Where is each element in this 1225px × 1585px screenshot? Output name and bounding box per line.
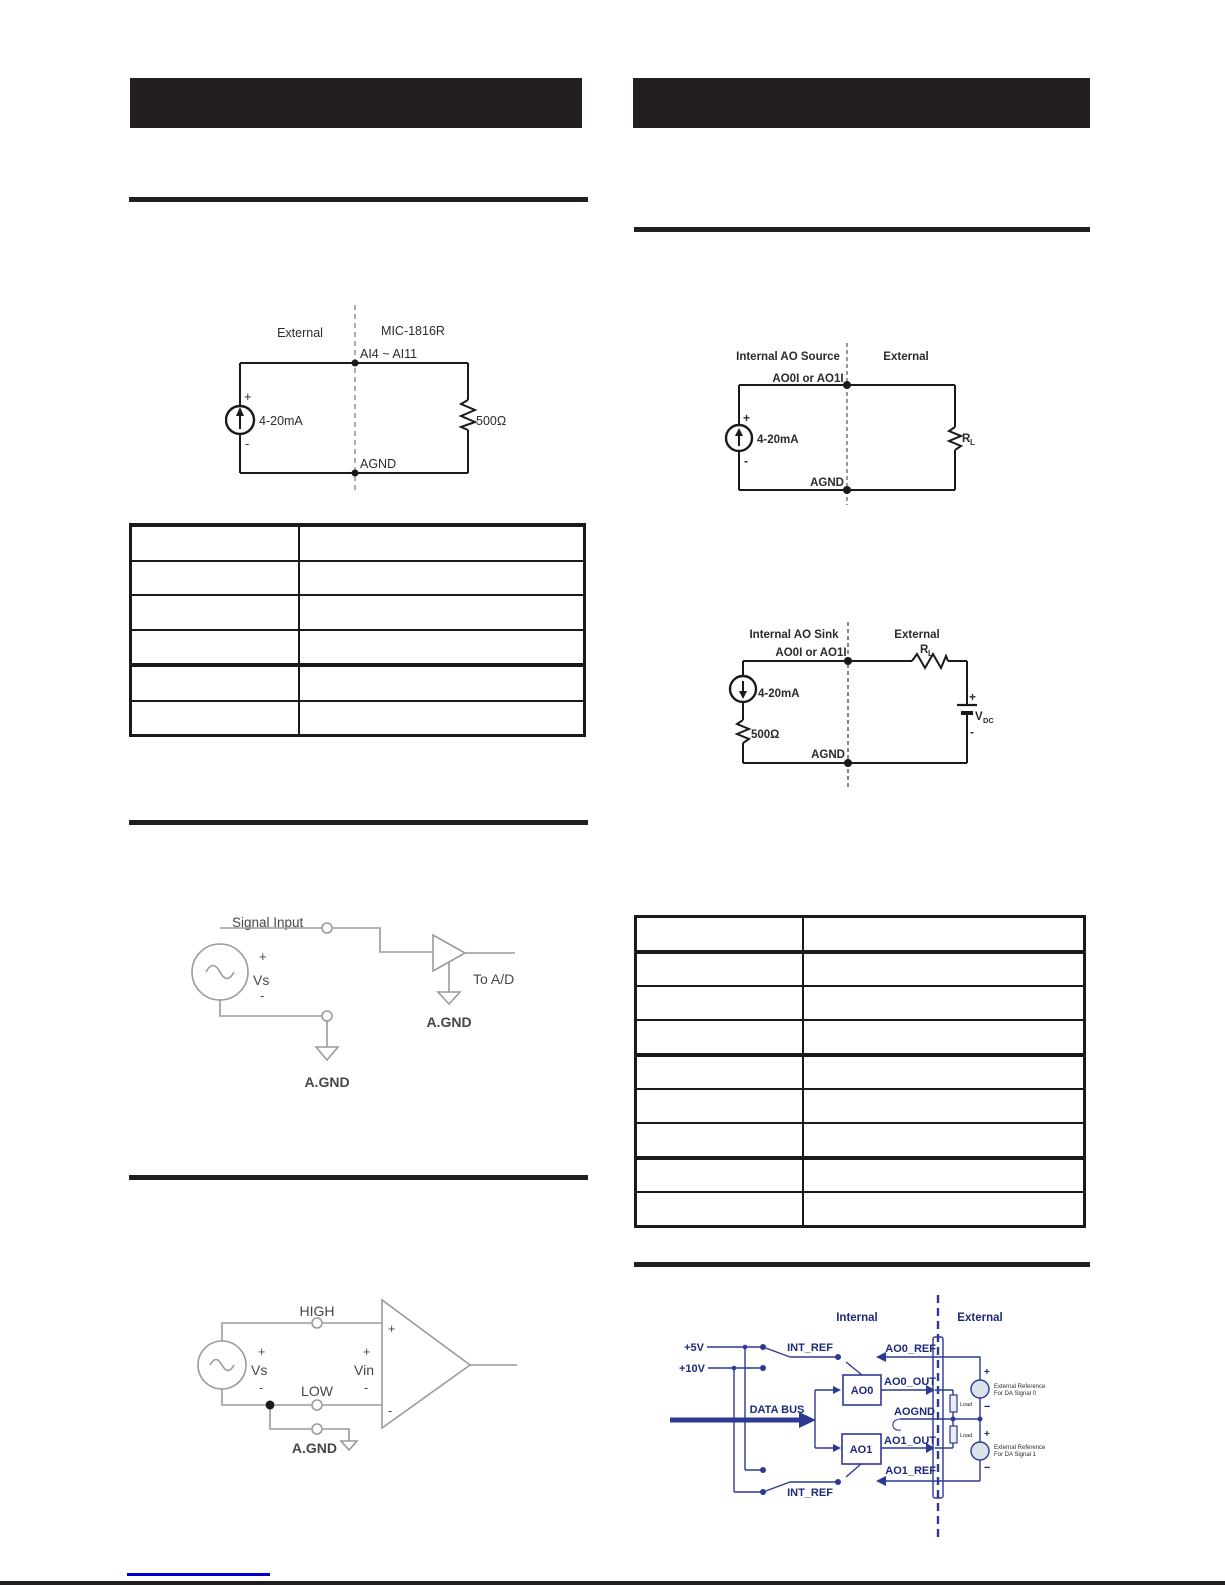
table-row (637, 918, 1083, 954)
region-label-internal: Internal (836, 1312, 878, 1324)
table-row (637, 1160, 1083, 1194)
chapter-header-bar-left (130, 78, 582, 128)
ao1-ref-arrow (876, 1476, 886, 1486)
load-resistor-0 (950, 1395, 957, 1412)
table-row (637, 1090, 1083, 1124)
region-label-internal: Internal AO Source (736, 351, 840, 363)
region-label-external: External (277, 326, 323, 340)
polarity-minus: - (259, 1381, 264, 1395)
junction-dot (743, 1345, 748, 1350)
table-cell (637, 1124, 804, 1156)
amp-minus: - (388, 1404, 393, 1418)
junction-dot (951, 1417, 956, 1422)
table-row (637, 987, 1083, 1021)
table-row (637, 1057, 1083, 1091)
single-ended-input-diagram (170, 890, 530, 1100)
table-cell (132, 527, 300, 560)
contact-dot (760, 1344, 766, 1350)
spec-table-left (129, 523, 586, 737)
table-cell (300, 562, 583, 595)
chapter-header-bar-right (633, 78, 1090, 128)
table-cell (132, 667, 300, 700)
node-dot (844, 657, 852, 665)
table-cell (804, 987, 1083, 1019)
ao-source-loop-diagram (720, 335, 990, 510)
table-cell (300, 702, 583, 735)
ref0-caption-line2: For DA Signal 0 (994, 1391, 1037, 1397)
table-cell (804, 1090, 1083, 1122)
ref0-minus: − (984, 1401, 991, 1413)
table-cell (804, 1160, 1083, 1192)
table-cell (637, 1057, 804, 1089)
arrow-into-ao1 (833, 1444, 841, 1452)
ref1-caption-line1: External Reference (994, 1445, 1046, 1451)
source-value: 4-20mA (259, 414, 303, 428)
region-label-external: External (894, 629, 940, 641)
ref0-caption-line1: External Reference (994, 1384, 1046, 1390)
junction-dot (732, 1366, 737, 1371)
polarity-plus: + (244, 389, 252, 404)
vin-label: Vin (354, 1362, 374, 1378)
node-label-agnd: AGND (360, 457, 397, 471)
battery-label-sub: DC (983, 716, 994, 725)
ref1-minus: − (984, 1462, 991, 1474)
table-cell (637, 1160, 804, 1192)
table-cell (132, 631, 300, 664)
table-cell (804, 954, 1083, 986)
polarity-minus: - (260, 988, 265, 1003)
arrow-into-ao0 (833, 1386, 841, 1394)
table-cell (637, 954, 804, 986)
rail-5v-label: +5V (684, 1342, 704, 1354)
table-cell (300, 667, 583, 700)
resistor-value: 500Ω (476, 414, 507, 428)
load1-label: Load (960, 1433, 973, 1439)
vin-plus: + (363, 1345, 371, 1359)
contact-dot (835, 1354, 841, 1360)
node-dot (843, 486, 851, 494)
current-arrow-down (739, 691, 747, 699)
table-row (132, 527, 583, 562)
ground-label-amp: A.GND (426, 1014, 472, 1030)
contact-dot (835, 1479, 841, 1485)
source-name: Vs (251, 1362, 268, 1378)
ao1-label: AO1 (849, 1444, 873, 1456)
region-label-external: External (883, 351, 929, 363)
source-name: Vs (253, 972, 270, 988)
ao-sink-loop-diagram (720, 610, 1010, 795)
int-ref-bottom-label: INT_REF (787, 1487, 833, 1499)
current-arrow-up (236, 407, 244, 416)
pin-ao1-ref: AO1_REF (885, 1465, 936, 1477)
rail-10v-label: +10V (679, 1363, 705, 1375)
low-terminal-label: LOW (301, 1383, 333, 1399)
table-cell (132, 562, 300, 595)
table-cell (637, 918, 804, 950)
load0-label: Load (960, 1402, 973, 1408)
source-value: 4-20mA (758, 688, 800, 700)
pin-aognd: AOGND (894, 1406, 935, 1418)
table-cell (637, 987, 804, 1019)
node-dot (843, 381, 851, 389)
section-rule (634, 1262, 1090, 1267)
junction-dot (978, 1417, 983, 1422)
load-resistor-1 (950, 1426, 957, 1443)
loop-wires (730, 654, 977, 763)
region-label-internal: Internal AO Sink (749, 629, 839, 641)
polarity-plus: + (259, 949, 267, 964)
vin-minus: - (364, 1381, 369, 1395)
table-cell (804, 1193, 1083, 1225)
table-cell (132, 596, 300, 629)
resistor-value: 500Ω (751, 729, 780, 741)
ground-label: A.GND (291, 1440, 337, 1456)
polarity-minus: - (245, 436, 250, 451)
contact-dot (760, 1489, 766, 1495)
ref0-plus: + (984, 1367, 990, 1378)
differential-input-diagram (145, 1285, 535, 1470)
current-arrow-up (735, 428, 743, 436)
junction-dot (266, 1401, 275, 1410)
table-cell (637, 1193, 804, 1225)
polarity-plus: + (743, 411, 751, 425)
node-label-ao: AO0I or AO1I (775, 647, 847, 659)
contact-dot (760, 1467, 766, 1473)
node-dot (352, 360, 359, 367)
pin-ao0-ref: AO0_REF (885, 1343, 936, 1355)
external-reference-source-1 (971, 1442, 989, 1460)
node-label-ao: AO0I or AO1I (772, 373, 844, 385)
table-row (637, 1021, 1083, 1057)
amp-output-label: To A/D (473, 971, 515, 987)
footer-link[interactable] (127, 1573, 270, 1576)
table-cell (804, 918, 1083, 950)
data-bus-label: DATA BUS (749, 1404, 805, 1416)
table-cell (300, 596, 583, 629)
table-row (132, 562, 583, 597)
table-row (637, 1193, 1083, 1225)
section-rule (129, 820, 588, 825)
section-rule (634, 227, 1090, 232)
ref1-caption-line2: For DA Signal 1 (994, 1452, 1037, 1458)
int-ref-top-label: INT_REF (787, 1342, 833, 1354)
ref1-plus: + (984, 1429, 990, 1440)
spec-table-right (634, 915, 1086, 1228)
table-row (132, 596, 583, 631)
external-reference-source-0 (971, 1380, 989, 1398)
table-cell (132, 702, 300, 735)
amp-plus: + (388, 1322, 396, 1336)
pin-ao1-out: AO1_OUT (884, 1435, 936, 1447)
ao0-label: AO0 (850, 1385, 874, 1397)
load-resistor-label: R (962, 433, 971, 445)
table-cell (637, 1021, 804, 1053)
load-resistor-sub: L (928, 649, 933, 658)
battery-label: V (975, 711, 983, 723)
source-value: 4-20mA (757, 434, 799, 446)
signal-input-label: Signal Input (232, 915, 304, 930)
section-rule (129, 1175, 588, 1180)
page-bottom-border (0, 1581, 1225, 1585)
table-row (637, 954, 1083, 988)
node-dot (844, 759, 852, 767)
wires (192, 923, 515, 1060)
table-cell (804, 1124, 1083, 1156)
node-label-agnd: AGND (810, 477, 844, 489)
node-dot (352, 470, 359, 477)
region-label-device: MIC-1816R (381, 324, 445, 338)
table-row (132, 667, 583, 702)
table-row (132, 631, 583, 668)
table-cell (637, 1090, 804, 1122)
ai-current-loop-diagram (225, 300, 515, 495)
table-cell (804, 1057, 1083, 1089)
pin-ao0-out: AO0_OUT (884, 1376, 936, 1388)
node-label-ai: AI4 ~ AI11 (360, 347, 418, 361)
polarity-minus: - (744, 454, 748, 468)
load-resistor-label: R (920, 644, 929, 656)
battery-plus: + (969, 690, 977, 704)
battery-minus: - (970, 725, 974, 739)
section-rule (129, 197, 588, 202)
polarity-plus: + (258, 1345, 266, 1359)
contact-dot (760, 1365, 766, 1371)
load-resistor-sub: L (970, 438, 975, 447)
node-label-agnd: AGND (811, 749, 845, 761)
table-cell (804, 1021, 1083, 1053)
region-label-external: External (957, 1312, 1003, 1324)
table-cell (300, 631, 583, 664)
ao-block-diagram (650, 1285, 1090, 1555)
table-row (132, 702, 583, 735)
table-cell (300, 527, 583, 560)
high-terminal-label: HIGH (299, 1303, 335, 1319)
table-row (637, 1124, 1083, 1160)
ground-label-source: A.GND (304, 1074, 350, 1090)
